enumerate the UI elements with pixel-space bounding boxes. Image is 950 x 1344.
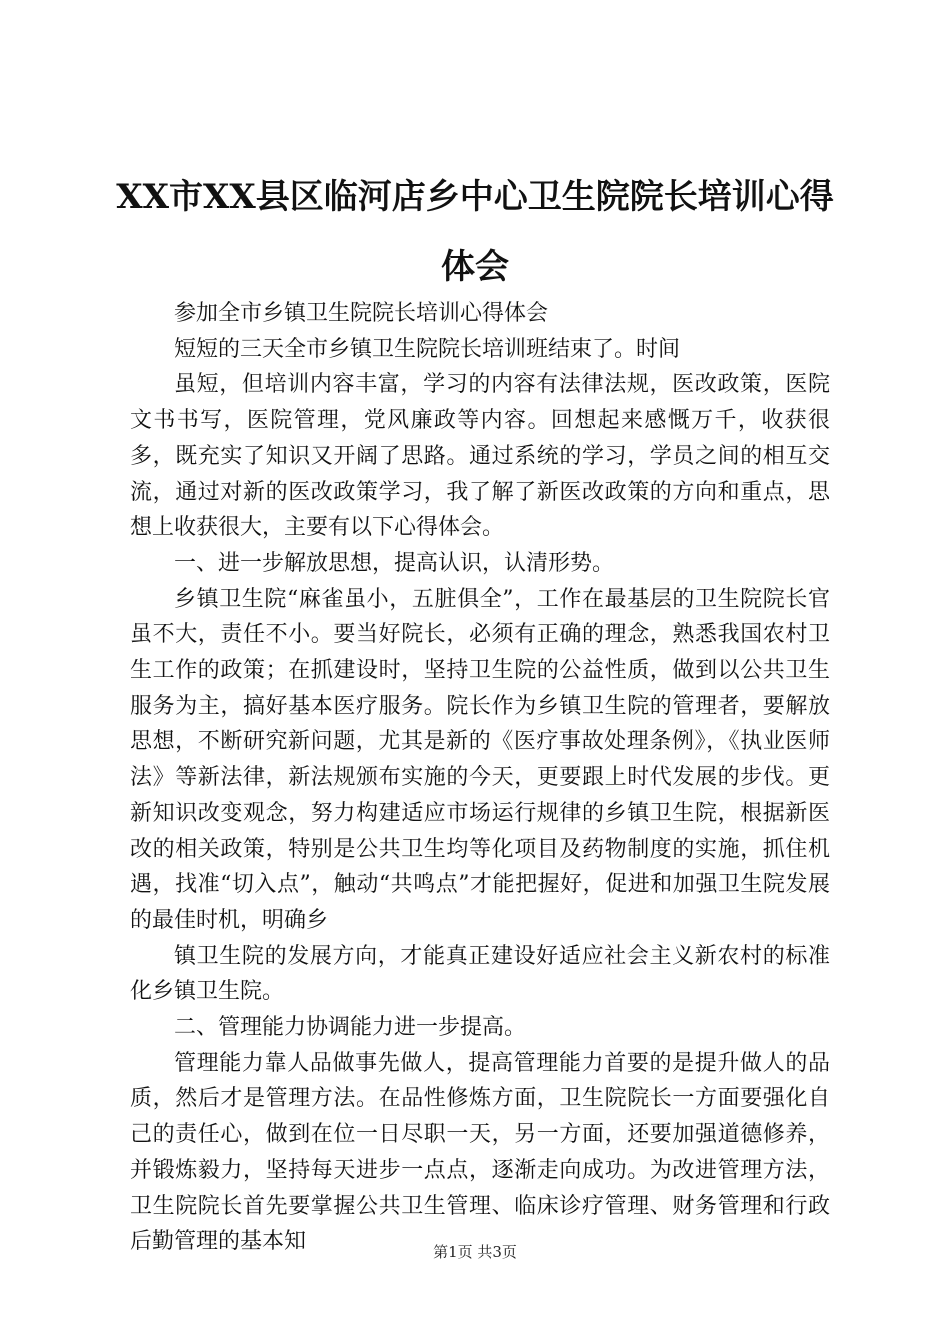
paragraph-intro: 虽短，但培训内容丰富，学习的内容有法律法规，医改政策，医院文书书写，医院管理，党风廉政等内容。回想起来感慨万千，收获很多，既充实了知识又开阔了思路。通过系统的学习，学员之间的相互交流，通过对新的医改政策学习，我了解了新医改政策的方向和重点，思想上收获很大，主要有以下心得体会。 <box>130 372 830 541</box>
paragraph-section-1-continued: 镇卫生院的发展方向，才能真正建设好适应社会主义新农村的标准化乡镇卫生院。 <box>130 943 830 1005</box>
section-heading-1: 一、进一步解放思想，提高认识，认清形势。 <box>174 550 615 576</box>
document-title: XX市XX县区临河店乡中心卫生院院长培训心得体会 <box>116 177 834 287</box>
document-body <box>130 296 830 1260</box>
paragraph-subtitle: 参加全市乡镇卫生院院长培训心得体会 <box>174 301 549 326</box>
page-footer: 第1页 共3页 <box>433 1243 517 1261</box>
paragraph-section-2: 管理能力靠人品做事先做人，提高管理能力首要的是提升做人的品质，然后才是管理方法。在品性修炼方面，卫生院院长一方面要强化自己的责任心，做到在位一日尽职一天，另一方面，还要加强道德修养，并锻炼毅力，坚持每天进步一点点，逐渐走向成功。为改进管理方法，卫生院院长首先要掌握公共卫生管理、临床诊疗管理、财务管理和行政后勤管理的基本知 <box>130 1050 830 1255</box>
paragraph-section-1: 乡镇卫生院“麻雀虽小，五脏俱全”，工作在最基层的卫生院院长官虽不大，责任不小。要当好院长，必须有正确的理念，熟悉我国农村卫生工作的政策；在抓建设时，坚持卫生院的公益性质，做到以公共卫生服务为主，搞好基本医疗服务。院长作为乡镇卫生院的管理者，要解放思想，不断研究新问题，尤其是新的《医疗事故处理条例》，《执业医师法》等新法律，新法规颁布实施的今天，更要跟上时代发展的步伐。更新知识改变观念，努力构建适应市场运行规律的乡镇卫生院，根据新医改的相关政策，特别是公共卫生均等化项目及药物制度的实施，抓住机遇，找准“切入点”，触动“共鸣点”才能把握好，促进和加强卫生院发展的最佳时机，明确乡 <box>130 586 830 933</box>
section-heading-2: 二、管理能力协调能力进一步提高。 <box>174 1015 527 1041</box>
paragraph-intro-line: 短短的三天全市乡镇卫生院院长培训班结束了。时间 <box>174 336 681 362</box>
